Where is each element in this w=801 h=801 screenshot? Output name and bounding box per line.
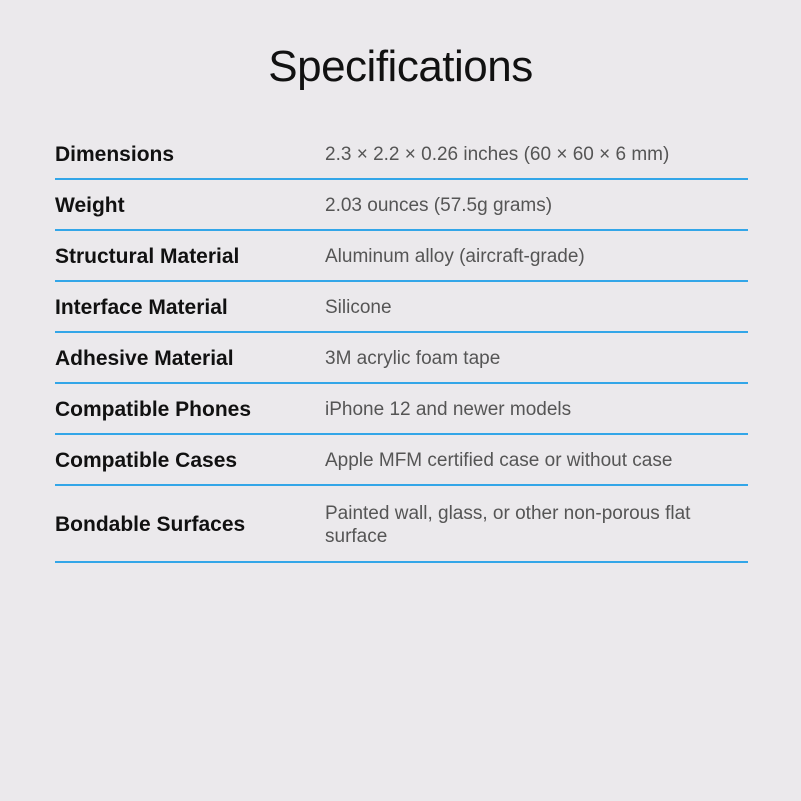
spec-label: Bondable Surfaces [55, 512, 246, 536]
spec-label: Structural Material [55, 244, 240, 268]
spec-row-weight [55, 180, 748, 231]
spec-value: 2.3 × 2.2 × 0.26 inches (60 × 60 × 6 mm) [325, 144, 670, 165]
spec-label: Weight [55, 193, 125, 217]
spec-value: Apple MFM certified case or without case [325, 450, 673, 471]
spec-label: Dimensions [55, 142, 175, 166]
spec-table [55, 129, 748, 563]
spec-row-dimensions [55, 129, 748, 180]
spec-row-adhesive-material [55, 333, 748, 384]
spec-row-bondable-surfaces [55, 486, 748, 563]
spec-value: 2.03 ounces (57.5g grams) [325, 195, 553, 216]
spec-value: 3M acrylic foam tape [325, 348, 501, 369]
spec-value: Painted wall, glass, or other non-porous flat surface [325, 502, 691, 547]
spec-label: Interface Material [55, 295, 228, 319]
spec-row-interface-material [55, 282, 748, 333]
spec-label: Adhesive Material [55, 346, 234, 370]
spec-row-compatible-phones [55, 384, 748, 435]
page-title: Specifications [268, 42, 533, 91]
spec-value: iPhone 12 and newer models [325, 399, 572, 420]
spec-row-structural-material [55, 231, 748, 282]
spec-value: Silicone [325, 297, 392, 318]
spec-label: Compatible Phones [55, 397, 252, 421]
spec-label: Compatible Cases [55, 448, 238, 472]
spec-value: Aluminum alloy (aircraft-grade) [325, 246, 585, 267]
spec-row-compatible-cases [55, 435, 748, 486]
